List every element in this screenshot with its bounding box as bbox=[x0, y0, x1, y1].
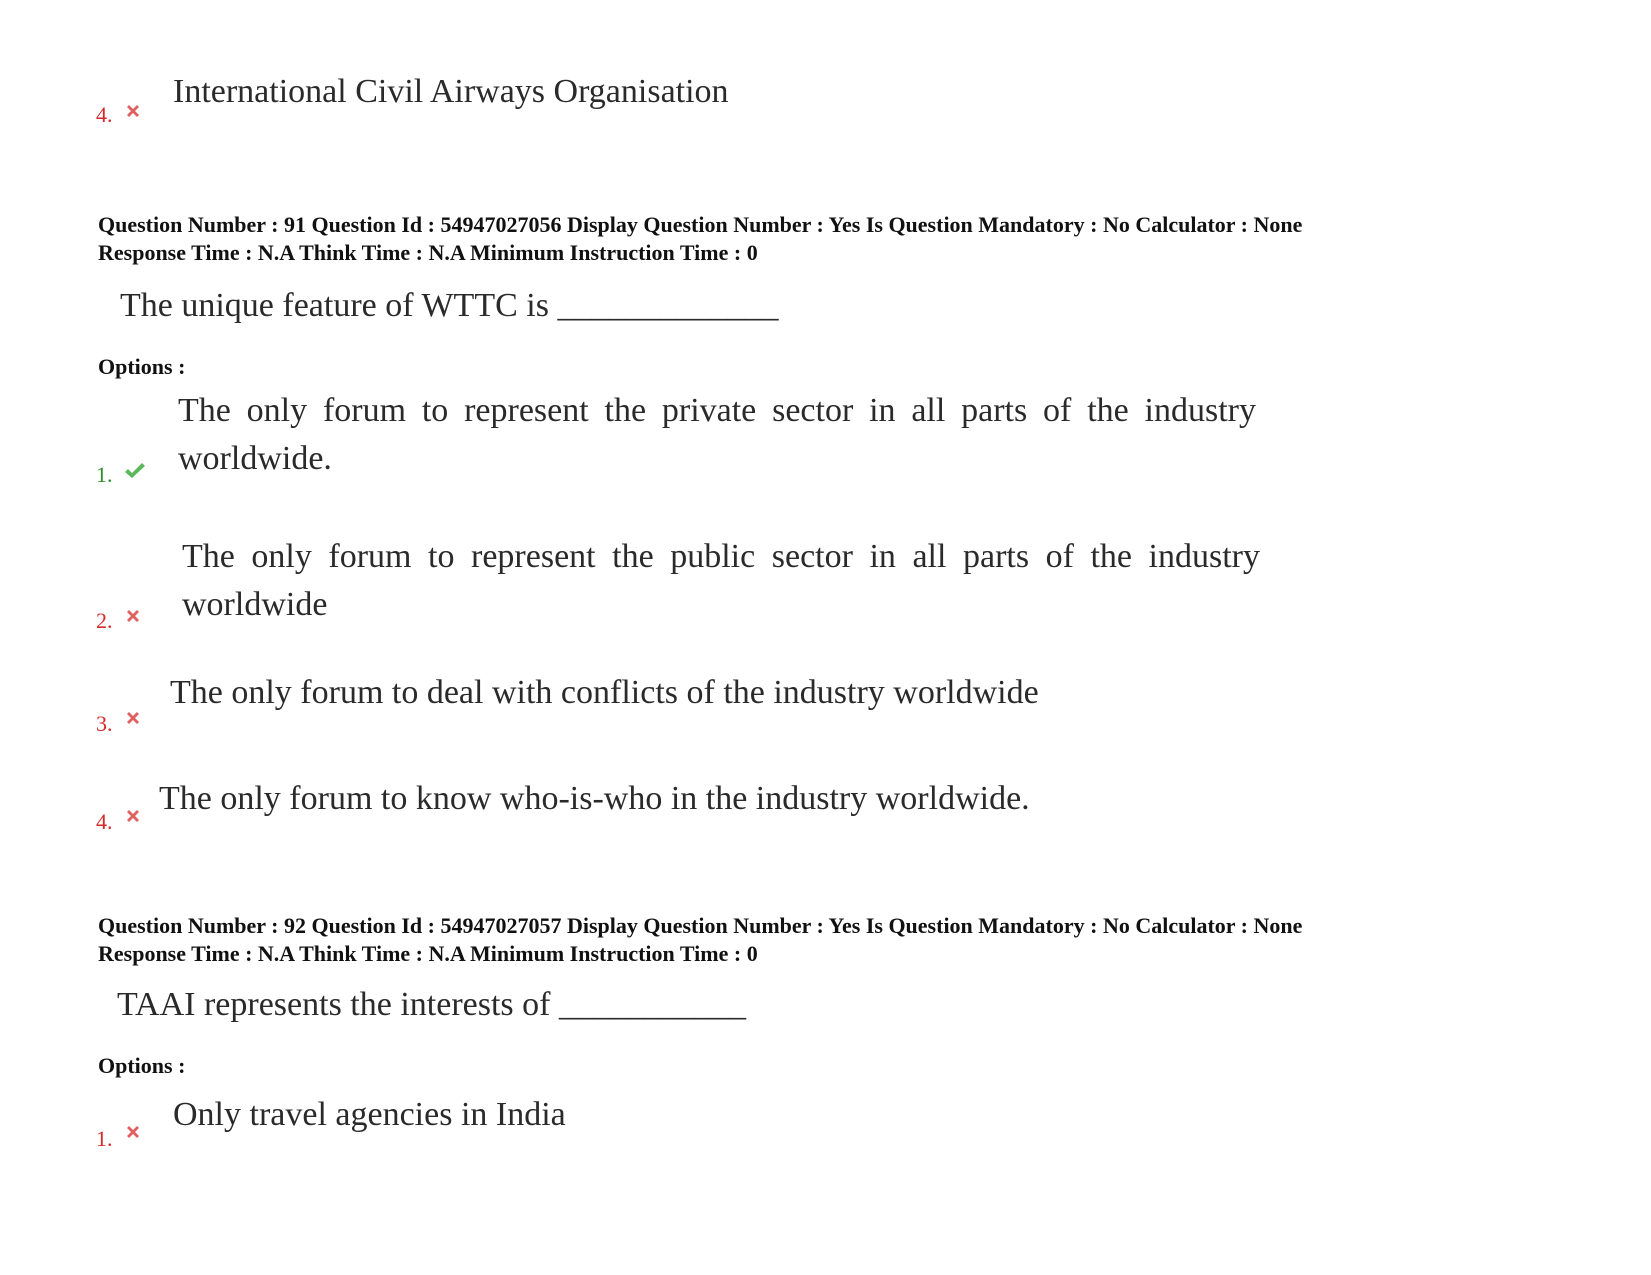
question-meta-line1: Question Number : 91 Question Id : 54947027056 Display Question Number : Yes Is Question Mandatory : No Calculator : None bbox=[98, 212, 1303, 237]
options-label: Options : bbox=[98, 1053, 186, 1078]
option-text: International Civil Airways Organisation bbox=[173, 73, 729, 110]
question-meta-line2: Response Time : N.A Think Time : N.A Minimum Instruction Time : 0 bbox=[98, 240, 758, 265]
cross-icon bbox=[124, 607, 142, 625]
option-text: The only forum to represent the private sector in all parts of the industry worldwide. bbox=[178, 392, 1256, 477]
question-meta-line1: Question Number : 92 Question Id : 54947027057 Display Question Number : Yes Is Question Mandatory : No Calculator : None bbox=[98, 913, 1303, 938]
question-text: The unique feature of WTTC is _____________ bbox=[120, 287, 779, 324]
cross-icon bbox=[124, 807, 142, 825]
question-meta-line2: Response Time : N.A Think Time : N.A Minimum Instruction Time : 0 bbox=[98, 941, 758, 966]
option-number: 4. bbox=[96, 809, 113, 834]
option-number: 1. bbox=[96, 1126, 113, 1151]
options-label: Options : bbox=[98, 354, 186, 379]
option-text: The only forum to represent the public sector in all parts of the industry worldwide bbox=[182, 538, 1260, 623]
option-number: 1. bbox=[96, 462, 113, 487]
check-icon bbox=[123, 461, 147, 481]
cross-icon bbox=[124, 1123, 142, 1141]
option-text: The only forum to deal with conflicts of the industry worldwide bbox=[170, 674, 1039, 711]
option-text: Only travel agencies in India bbox=[173, 1096, 566, 1133]
option-text: The only forum to know who-is-who in the industry worldwide. bbox=[159, 780, 1030, 817]
option-number: 3. bbox=[96, 711, 113, 736]
option-number: 2. bbox=[96, 608, 113, 633]
cross-icon bbox=[124, 102, 142, 120]
option-number: 4. bbox=[96, 102, 113, 127]
cross-icon bbox=[124, 709, 142, 727]
question-text: TAAI represents the interests of ___________ bbox=[117, 986, 746, 1023]
